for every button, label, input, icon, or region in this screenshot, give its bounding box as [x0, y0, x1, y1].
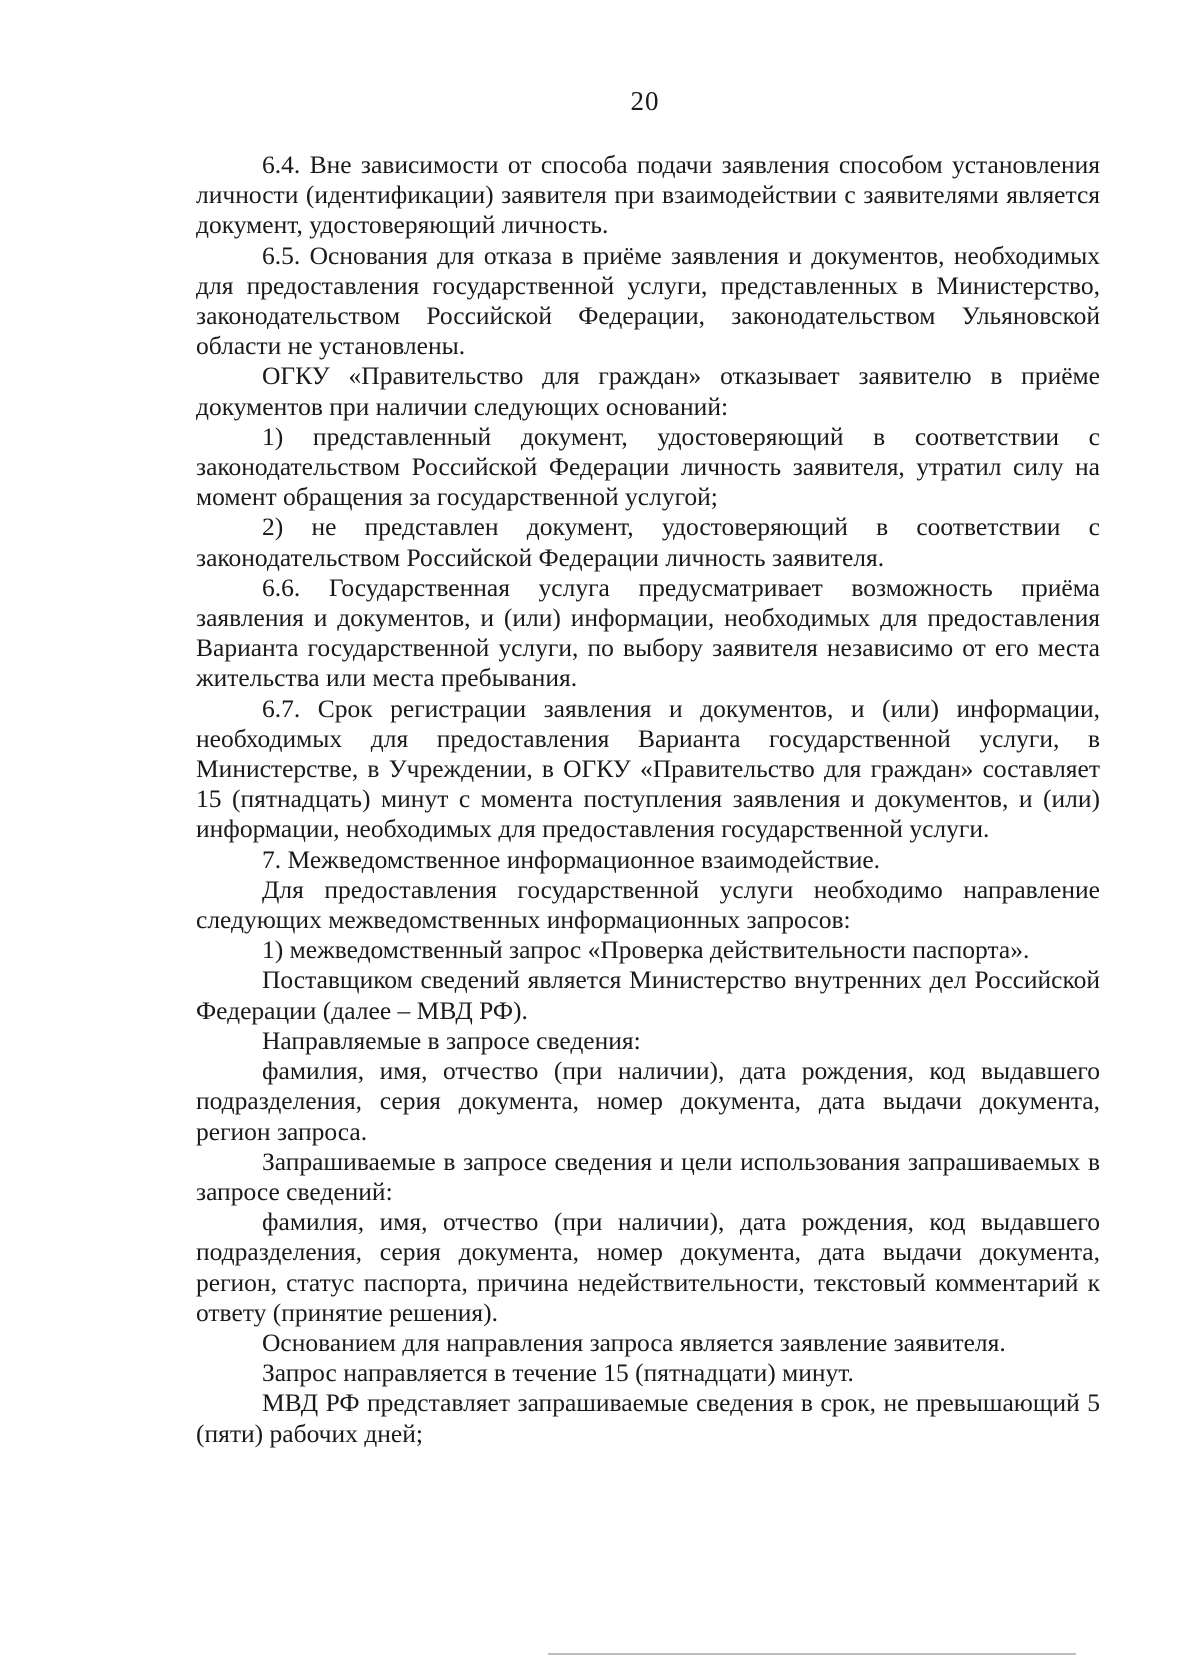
page-number: 20 [630, 86, 660, 116]
paragraph-6-5: 6.5. Основания для отказа в приёме заявления и документов, необходимых для предоставления государственной услуги, представленных в Министерство, законодательством Российской Федерации, законодательством Ульяновской области не установлены. [196, 240, 1100, 361]
paragraph-refusal-ground-1: 1) представленный документ, удостоверяющий в соответствии с законодательством Российской Федерации личность заявителя, утратил силу на момент обращения за государственной услугой; [196, 421, 1100, 512]
paragraph-request-timing: Запрос направляется в течение 15 (пятнадцати) минут. [262, 1358, 854, 1388]
paragraph-response-deadline: МВД РФ представляет запрашиваемые сведения в срок, не превышающий 5 (пяти) рабочих дней; [196, 1388, 1100, 1448]
paragraph-requested-data-heading: Запрашиваемые в запросе сведения и цели использования запрашиваемых в запросе сведений: [196, 1146, 1100, 1206]
paragraph-6-7: 6.7. Срок регистрации заявления и документов, и (или) информации, необходимых для предоставления Варианта государственной услуги, в Министерстве, в Учреждении, в ОГКУ «Правительство для граждан» составляет 15 (пятнадцать) минут с момента поступления заявления и документов, и (или) информации, необходимых для предоставления государственной услуги. [196, 693, 1100, 844]
paragraph-sent-data-heading: Направляемые в запросе сведения: [262, 1025, 641, 1055]
paragraph-sent-data: фамилия, имя, отчество (при наличии), дата рождения, код выдавшего подразделения, серия документа, номер документа, дата выдачи документа, регион запроса. [196, 1056, 1100, 1146]
paragraph-request-basis: Основанием для направления запроса является заявление заявителя. [262, 1327, 1006, 1357]
paragraph-refusal-ground-2: 2) не представлен документ, удостоверяющий в соответствии с законодательством Российской Федерации личность заявителя. [196, 512, 1100, 572]
paragraph-provider: Поставщиком сведений является Министерство внутренних дел Российской Федерации (далее – МВД РФ). [196, 965, 1100, 1025]
paragraph-requested-data: фамилия, имя, отчество (при наличии), дата рождения, код выдавшего подразделения, серия документа, номер документа, дата выдачи документа, регион, статус паспорта, причина недействительности, текстовый комментарий к ответу (принятие решения). [196, 1207, 1100, 1327]
section-7-heading: 7. Межведомственное информационное взаимодействие. [262, 844, 881, 874]
paragraph-6-6: 6.6. Государственная услуга предусматривает возможность приёма заявления и документов, и (или) информации, необходимых для предоставления Варианта государственной услуги, по выбору заявителя независимо от его места жительства или места пребывания. [196, 572, 1100, 693]
footer-divider [548, 1653, 1076, 1655]
paragraph-refusal-intro: ОГКУ «Правительство для граждан» отказывает заявителю в приёме документов при наличии следующих оснований: [196, 361, 1100, 421]
document-body [196, 150, 1100, 1449]
paragraph-6-4: 6.4. Вне зависимости от способа подачи заявления способом установления личности (идентификации) заявителя при взаимодействии с заявителями является документ, удостоверяющий личность. [196, 150, 1100, 240]
paragraph-request-1: 1) межведомственный запрос «Проверка действительности паспорта». [262, 935, 1030, 965]
paragraph-requests-intro: Для предоставления государственной услуги необходимо направление следующих межведомственных информационных запросов: [196, 874, 1100, 935]
